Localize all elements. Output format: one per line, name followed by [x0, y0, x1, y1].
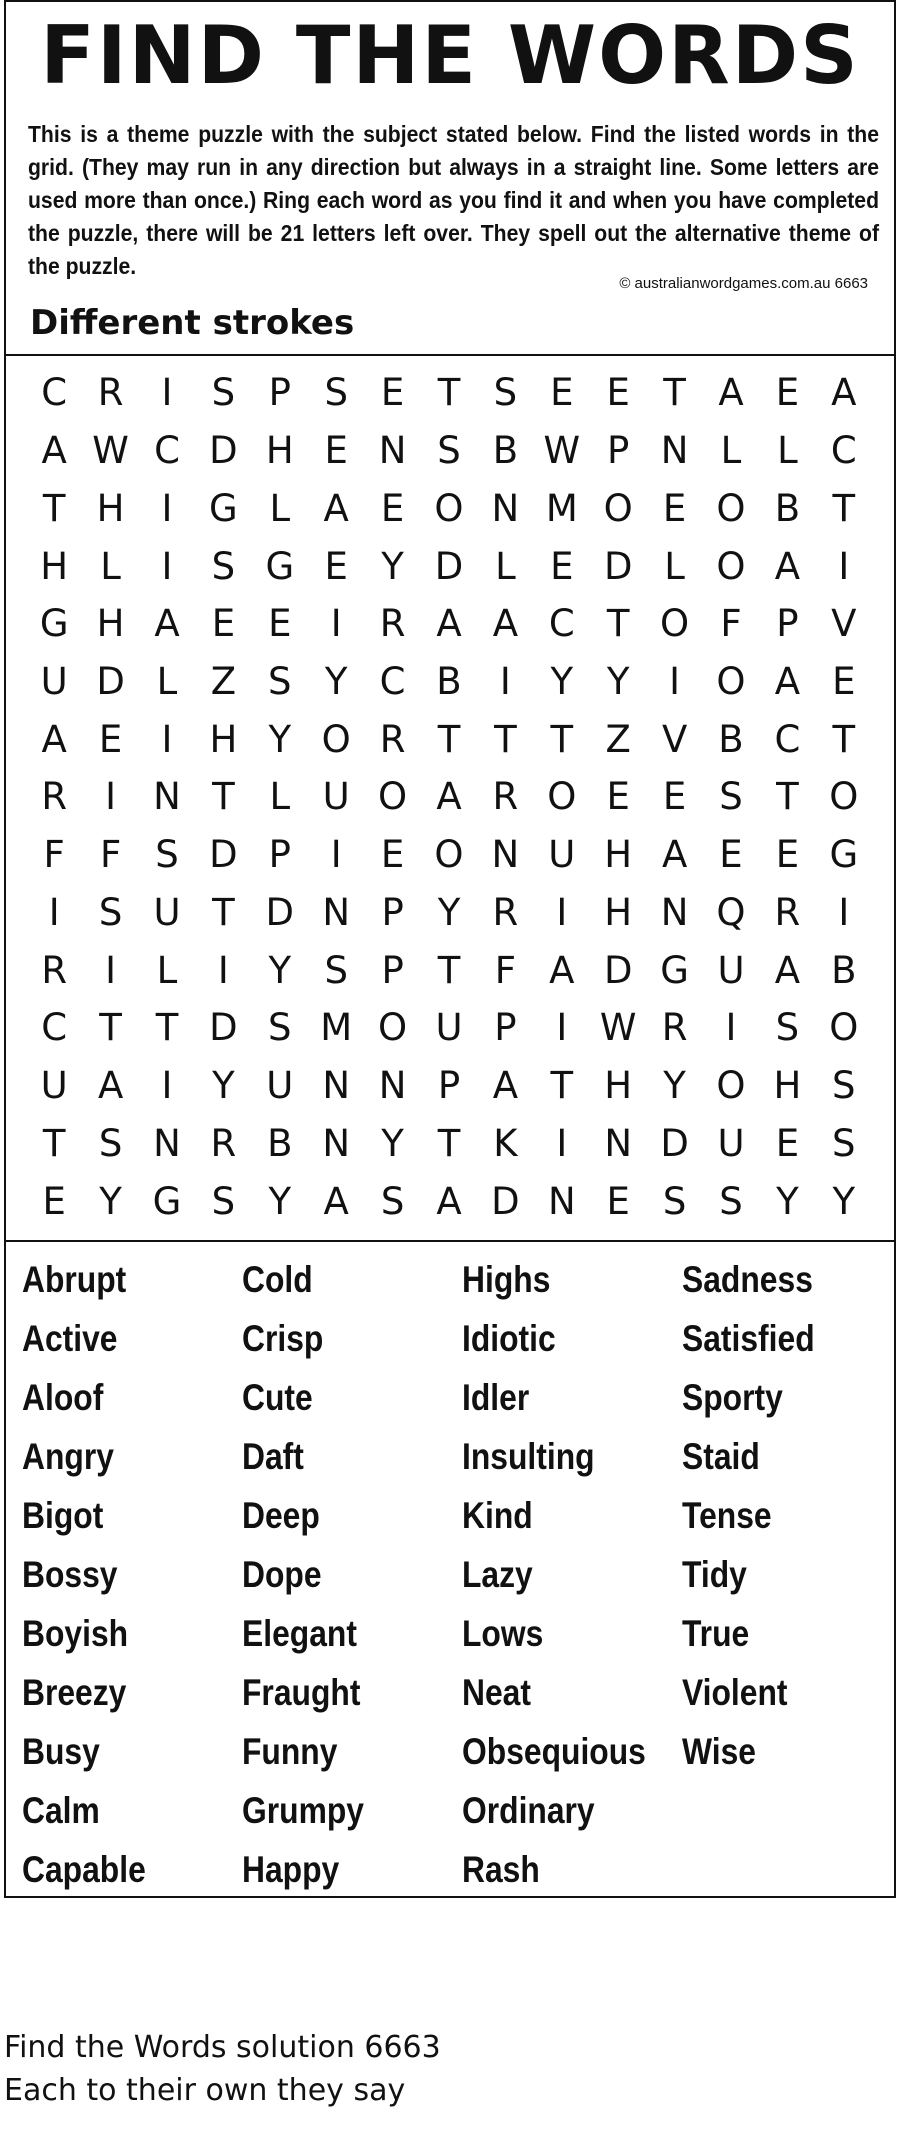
- grid-letter[interactable]: D: [491, 1179, 520, 1223]
- word-list-item: Fraught: [242, 1672, 361, 1713]
- word-list-item: Neat: [462, 1672, 531, 1713]
- grid-letter[interactable]: D: [96, 660, 125, 704]
- grid-letter[interactable]: D: [209, 429, 238, 473]
- grid-letter[interactable]: S: [832, 1121, 856, 1165]
- grid-letter[interactable]: H: [604, 833, 633, 877]
- grid-letter[interactable]: Y: [381, 1121, 404, 1165]
- grid-letter[interactable]: E: [719, 833, 743, 877]
- grid-letter[interactable]: R: [41, 948, 68, 992]
- grid-letter[interactable]: O: [716, 1064, 746, 1108]
- word-list-item: Lazy: [462, 1554, 533, 1595]
- solution-block: [4, 2026, 441, 2112]
- grid-letter[interactable]: A: [549, 948, 575, 992]
- grid-letter[interactable]: N: [322, 1064, 351, 1108]
- grid-letter[interactable]: W: [543, 429, 581, 473]
- grid-letter[interactable]: P: [268, 371, 291, 415]
- grid-letter[interactable]: H: [773, 1064, 802, 1108]
- grid-letter[interactable]: E: [775, 1121, 800, 1165]
- grid-letter[interactable]: L: [720, 429, 742, 473]
- grid-letter[interactable]: C: [41, 1006, 68, 1050]
- grid-letter[interactable]: L: [269, 486, 291, 530]
- grid-letter[interactable]: T: [99, 1006, 122, 1050]
- grid-letter[interactable]: U: [435, 1006, 463, 1050]
- grid-letter[interactable]: A: [154, 602, 180, 646]
- grid-letter[interactable]: Y: [381, 544, 404, 588]
- grid-letter[interactable]: I: [161, 717, 173, 761]
- grid-letter[interactable]: Y: [832, 1179, 856, 1223]
- grid-letter[interactable]: V: [661, 717, 688, 761]
- grid-letter[interactable]: G: [829, 833, 859, 877]
- grid-letter[interactable]: C: [548, 602, 575, 646]
- grid-letter[interactable]: E: [832, 660, 856, 704]
- grid-letter[interactable]: A: [41, 429, 67, 473]
- word-list-item: Active: [22, 1318, 118, 1359]
- grid-letter[interactable]: A: [323, 486, 349, 530]
- grid-letter[interactable]: E: [268, 602, 292, 646]
- grid-letter[interactable]: P: [268, 833, 291, 877]
- letter-grid: [26, 364, 872, 1230]
- grid-letter[interactable]: O: [660, 602, 690, 646]
- grid-letter[interactable]: C: [154, 429, 180, 473]
- grid-letter[interactable]: E: [550, 371, 574, 415]
- puzzle-panel: [4, 0, 896, 1898]
- grid-letter[interactable]: L: [777, 429, 798, 473]
- grid-letter[interactable]: N: [491, 486, 520, 530]
- divider-top: [6, 354, 894, 356]
- grid-letter[interactable]: P: [381, 948, 404, 992]
- grid-letter[interactable]: O: [547, 775, 577, 819]
- grid-letter[interactable]: P: [437, 1064, 461, 1108]
- grid-letter[interactable]: T: [42, 486, 66, 530]
- grid-letter[interactable]: C: [41, 371, 68, 415]
- grid-letter[interactable]: U: [717, 1121, 745, 1165]
- grid-letter[interactable]: N: [378, 429, 407, 473]
- grid-letter[interactable]: B: [774, 486, 801, 530]
- grid-letter[interactable]: S: [155, 833, 179, 877]
- grid-letter[interactable]: N: [153, 1121, 181, 1165]
- grid-letter[interactable]: L: [156, 948, 178, 992]
- grid-letter[interactable]: I: [217, 948, 229, 992]
- word-list-item: Satisfied: [682, 1318, 815, 1359]
- grid-letter[interactable]: T: [606, 602, 630, 646]
- grid-letter[interactable]: S: [775, 1006, 800, 1050]
- grid-letter[interactable]: R: [379, 717, 406, 761]
- grid-letter[interactable]: A: [718, 371, 744, 415]
- word-list-item: Ordinary: [462, 1790, 595, 1831]
- grid-letter[interactable]: L: [100, 544, 121, 588]
- grid-letter[interactable]: M: [545, 486, 578, 530]
- grid-letter[interactable]: B: [436, 660, 462, 704]
- divider-wordlist: [6, 1240, 894, 1242]
- solution-text: Each to their own they say: [4, 2073, 406, 2108]
- word-list-item: Cold: [242, 1259, 313, 1300]
- grid-letter[interactable]: E: [324, 544, 348, 588]
- grid-letter[interactable]: U: [322, 775, 350, 819]
- word-list-item: Idler: [462, 1377, 530, 1418]
- grid-letter[interactable]: E: [606, 775, 630, 819]
- word-list-item: Dope: [242, 1554, 322, 1595]
- grid-letter[interactable]: I: [838, 890, 850, 934]
- grid-letter[interactable]: S: [98, 1121, 123, 1165]
- grid-letter[interactable]: K: [493, 1121, 518, 1165]
- grid-letter[interactable]: R: [492, 775, 519, 819]
- word-list-item: Capable: [22, 1849, 146, 1890]
- grid-letter[interactable]: Y: [268, 717, 292, 761]
- grid-letter[interactable]: Y: [212, 1064, 235, 1108]
- word-list-item: Busy: [22, 1731, 100, 1772]
- grid-letter[interactable]: P: [381, 890, 404, 934]
- word-list-item: Breezy: [22, 1672, 127, 1713]
- grid-letter[interactable]: Z: [605, 717, 631, 761]
- word-list-item: Crisp: [242, 1318, 324, 1359]
- grid-letter[interactable]: O: [716, 660, 746, 704]
- grid-letter[interactable]: I: [161, 1064, 173, 1108]
- grid-letter[interactable]: D: [209, 1006, 238, 1050]
- grid-letter[interactable]: T: [42, 1121, 66, 1165]
- grid-letter[interactable]: L: [664, 544, 685, 588]
- word-list-item: Abrupt: [22, 1259, 127, 1300]
- word-list-item: Sporty: [682, 1377, 783, 1418]
- grid-letter[interactable]: O: [321, 717, 351, 761]
- grid-letter[interactable]: D: [603, 544, 633, 588]
- grid-letter[interactable]: G: [265, 544, 295, 588]
- grid-letter[interactable]: P: [494, 1006, 517, 1050]
- grid-letter[interactable]: T: [494, 717, 517, 761]
- grid-letter[interactable]: I: [556, 1006, 568, 1050]
- grid-letter[interactable]: H: [96, 486, 125, 530]
- grid-letter[interactable]: S: [211, 1179, 236, 1223]
- word-list-item: Aloof: [22, 1377, 104, 1418]
- grid-letter[interactable]: F: [43, 833, 65, 877]
- grid-letter[interactable]: S: [719, 1179, 743, 1223]
- grid-letter[interactable]: A: [774, 948, 801, 992]
- puzzle-title: FIND THE WORDS: [40, 9, 860, 102]
- grid-letter[interactable]: A: [661, 833, 688, 877]
- grid-letter[interactable]: Q: [716, 890, 746, 934]
- grid-letter[interactable]: B: [831, 948, 857, 992]
- grid-letter[interactable]: A: [831, 371, 857, 415]
- grid-letter[interactable]: R: [492, 890, 519, 934]
- grid-letter[interactable]: U: [153, 890, 181, 934]
- grid-letter[interactable]: L: [495, 544, 516, 588]
- word-list-item: True: [682, 1613, 750, 1654]
- grid-letter[interactable]: S: [324, 948, 348, 992]
- grid-letter[interactable]: S: [662, 1179, 687, 1223]
- grid-letter[interactable]: S: [268, 660, 292, 704]
- grid-letter[interactable]: N: [322, 890, 351, 934]
- grid-letter[interactable]: R: [774, 890, 801, 934]
- grid-letter[interactable]: H: [604, 1064, 633, 1108]
- grid-letter[interactable]: Y: [663, 1064, 686, 1108]
- grid-letter[interactable]: F: [720, 602, 742, 646]
- grid-letter[interactable]: A: [436, 775, 462, 819]
- grid-letter[interactable]: D: [434, 544, 464, 588]
- grid-letter[interactable]: T: [663, 371, 686, 415]
- grid-letter[interactable]: S: [98, 890, 123, 934]
- grid-letter[interactable]: G: [209, 486, 238, 530]
- word-list-item: Tense: [682, 1495, 772, 1536]
- grid-letter[interactable]: N: [660, 429, 689, 473]
- grid-letter[interactable]: E: [606, 371, 630, 415]
- instructions-text: This is a theme puzzle with the subject stated below. Find the listed words in the grid. (They may run in any direction but always in a straight line. Some letters are used more than once.) Ring each word as you find it and when you have completed the puzzle, there will be 21 letters left over. They spell out the alternative theme of the puzzle.: [28, 121, 879, 279]
- grid-letter[interactable]: T: [437, 948, 461, 992]
- grid-letter[interactable]: Y: [324, 660, 348, 704]
- grid-letter[interactable]: E: [662, 775, 687, 819]
- puzzle-subject: Different strokes: [30, 303, 355, 343]
- grid-letter[interactable]: R: [41, 775, 68, 819]
- grid-letter[interactable]: I: [161, 371, 173, 415]
- word-list-item: Bossy: [22, 1554, 118, 1595]
- grid-letter[interactable]: W: [92, 429, 129, 473]
- grid-letter[interactable]: H: [604, 890, 633, 934]
- grid-letter[interactable]: O: [434, 486, 464, 530]
- grid-letter[interactable]: I: [105, 775, 117, 819]
- grid-letter[interactable]: A: [774, 660, 801, 704]
- grid-letter[interactable]: O: [829, 775, 859, 819]
- word-list-item: Bigot: [22, 1495, 104, 1536]
- grid-letter[interactable]: T: [832, 486, 856, 530]
- grid-letter[interactable]: N: [153, 775, 181, 819]
- word-list-item: Angry: [22, 1436, 114, 1477]
- grid-letter[interactable]: M: [320, 1006, 353, 1050]
- word-list-item: Wise: [682, 1731, 757, 1772]
- word-list-item: Lows: [462, 1613, 544, 1654]
- grid-letter[interactable]: I: [838, 544, 850, 588]
- grid-letter[interactable]: N: [660, 890, 689, 934]
- grid-letter[interactable]: S: [719, 775, 743, 819]
- grid-letter[interactable]: U: [717, 948, 745, 992]
- grid-letter[interactable]: S: [211, 371, 236, 415]
- word-list-item: Highs: [462, 1259, 551, 1300]
- word-list-item: Obsequious: [462, 1731, 646, 1772]
- grid-letter[interactable]: I: [499, 660, 511, 704]
- grid-letter[interactable]: I: [105, 948, 117, 992]
- grid-letter[interactable]: D: [660, 1121, 689, 1165]
- solution-heading: Find the Words solution 6663: [4, 2030, 441, 2065]
- grid-letter[interactable]: U: [40, 1064, 68, 1108]
- grid-letter[interactable]: S: [493, 371, 518, 415]
- grid-letter[interactable]: R: [210, 1121, 237, 1165]
- grid-letter[interactable]: N: [604, 1121, 633, 1165]
- word-list-item: Funny: [242, 1731, 338, 1772]
- grid-letter[interactable]: Y: [606, 660, 630, 704]
- word-list-item: Cute: [242, 1377, 313, 1418]
- word-list-item: Grumpy: [242, 1790, 364, 1831]
- grid-letter[interactable]: F: [494, 948, 517, 992]
- grid-letter[interactable]: U: [40, 660, 68, 704]
- grid-letter[interactable]: Z: [210, 660, 237, 704]
- grid-letter[interactable]: B: [267, 1121, 293, 1165]
- grid-letter[interactable]: O: [378, 1006, 408, 1050]
- grid-letter[interactable]: B: [492, 429, 519, 473]
- grid-letter[interactable]: E: [324, 429, 348, 473]
- grid-letter[interactable]: T: [776, 775, 799, 819]
- grid-letter[interactable]: T: [212, 775, 235, 819]
- grid-letter[interactable]: B: [718, 717, 744, 761]
- grid-letter[interactable]: C: [774, 717, 801, 761]
- grid-letter[interactable]: Y: [268, 1179, 292, 1223]
- grid-letter[interactable]: A: [492, 602, 519, 646]
- grid-letter[interactable]: O: [603, 486, 633, 530]
- grid-letter[interactable]: N: [322, 1121, 351, 1165]
- grid-letter[interactable]: A: [97, 1064, 124, 1108]
- grid-letter[interactable]: G: [660, 948, 689, 992]
- grid-letter[interactable]: U: [266, 1064, 294, 1108]
- grid-letter[interactable]: E: [380, 486, 405, 530]
- grid-letter[interactable]: E: [380, 833, 405, 877]
- word-list-item: Boyish: [22, 1613, 129, 1654]
- grid-letter[interactable]: I: [556, 890, 568, 934]
- grid-letter[interactable]: I: [48, 890, 60, 934]
- grid-letter[interactable]: E: [550, 544, 574, 588]
- grid-letter[interactable]: D: [265, 890, 295, 934]
- grid-letter[interactable]: A: [323, 1179, 349, 1223]
- grid-letter[interactable]: W: [599, 1006, 637, 1050]
- grid-letter[interactable]: E: [98, 717, 123, 761]
- grid-letter[interactable]: A: [774, 544, 801, 588]
- grid-letter[interactable]: E: [662, 486, 687, 530]
- grid-letter[interactable]: H: [96, 602, 125, 646]
- grid-letter[interactable]: R: [661, 1006, 688, 1050]
- word-list-item: Sadness: [682, 1259, 813, 1300]
- grid-letter[interactable]: T: [155, 1006, 179, 1050]
- grid-letter[interactable]: N: [378, 1064, 407, 1108]
- grid-letter[interactable]: I: [669, 660, 681, 704]
- grid-letter[interactable]: T: [832, 717, 856, 761]
- grid-letter[interactable]: T: [437, 1121, 461, 1165]
- grid-letter[interactable]: R: [379, 602, 406, 646]
- grid-letter[interactable]: L: [156, 660, 178, 704]
- grid-letter[interactable]: I: [725, 1006, 737, 1050]
- grid-letter[interactable]: D: [209, 833, 238, 877]
- grid-letter[interactable]: E: [380, 371, 405, 415]
- word-list-item: Calm: [22, 1790, 100, 1831]
- grid-letter[interactable]: U: [548, 833, 576, 877]
- grid-letter[interactable]: N: [547, 1179, 576, 1223]
- grid-letter[interactable]: L: [269, 775, 291, 819]
- grid-letter[interactable]: S: [268, 1006, 292, 1050]
- grid-letter[interactable]: D: [603, 948, 633, 992]
- word-list-item: Rash: [462, 1849, 540, 1890]
- word-list-item: Idiotic: [462, 1318, 556, 1359]
- word-list-item: Staid: [682, 1436, 760, 1477]
- word-list-item: Happy: [242, 1849, 340, 1890]
- word-list-item: Deep: [242, 1495, 320, 1536]
- grid-letter[interactable]: H: [40, 544, 69, 588]
- grid-letter[interactable]: O: [434, 833, 464, 877]
- grid-letter[interactable]: T: [437, 717, 461, 761]
- grid-letter[interactable]: N: [491, 833, 520, 877]
- copyright-note: © australianwordgames.com.au 6663: [619, 275, 868, 292]
- grid-letter[interactable]: I: [330, 833, 342, 877]
- grid-letter[interactable]: S: [211, 544, 236, 588]
- word-list: [22, 1250, 892, 1890]
- grid-letter[interactable]: T: [550, 717, 574, 761]
- word-list-item: Kind: [462, 1495, 533, 1536]
- grid-letter[interactable]: Y: [268, 948, 292, 992]
- grid-letter[interactable]: I: [556, 1121, 568, 1165]
- grid-letter[interactable]: I: [161, 486, 173, 530]
- word-list-item: Elegant: [242, 1613, 357, 1654]
- grid-letter[interactable]: A: [492, 1064, 519, 1108]
- grid-letter[interactable]: H: [265, 429, 294, 473]
- grid-letter[interactable]: E: [775, 833, 800, 877]
- word-list-item: Insulting: [462, 1436, 595, 1477]
- grid-letter[interactable]: C: [379, 660, 406, 704]
- grid-letter[interactable]: Y: [776, 1179, 799, 1223]
- grid-letter[interactable]: I: [161, 544, 173, 588]
- grid-letter[interactable]: Y: [437, 890, 461, 934]
- grid-letter[interactable]: E: [775, 371, 800, 415]
- grid-letter[interactable]: T: [437, 371, 461, 415]
- grid-letter[interactable]: A: [41, 717, 67, 761]
- grid-letter[interactable]: E: [211, 602, 236, 646]
- grid-letter[interactable]: G: [152, 1179, 182, 1223]
- grid-letter[interactable]: C: [830, 429, 857, 473]
- grid-letter[interactable]: H: [209, 717, 238, 761]
- grid-letter[interactable]: E: [606, 1179, 630, 1223]
- grid-letter[interactable]: T: [550, 1064, 574, 1108]
- grid-letter[interactable]: V: [831, 602, 857, 646]
- grid-letter[interactable]: R: [97, 371, 124, 415]
- grid-letter[interactable]: F: [99, 833, 122, 877]
- grid-letter[interactable]: S: [437, 429, 461, 473]
- grid-letter[interactable]: T: [212, 890, 235, 934]
- grid-letter[interactable]: I: [330, 602, 342, 646]
- word-list-item: Tidy: [682, 1554, 747, 1595]
- grid-letter[interactable]: P: [776, 602, 799, 646]
- grid-letter[interactable]: P: [607, 429, 630, 473]
- grid-letter[interactable]: S: [324, 371, 348, 415]
- grid-letter[interactable]: G: [39, 602, 69, 646]
- grid-letter[interactable]: Y: [550, 660, 574, 704]
- word-list-item: Violent: [682, 1672, 788, 1713]
- grid-letter[interactable]: O: [716, 544, 746, 588]
- grid-letter[interactable]: S: [832, 1064, 856, 1108]
- grid-letter[interactable]: A: [436, 1179, 462, 1223]
- grid-letter[interactable]: O: [378, 775, 408, 819]
- grid-letter[interactable]: O: [716, 486, 746, 530]
- grid-letter[interactable]: O: [829, 1006, 859, 1050]
- grid-letter[interactable]: S: [380, 1179, 405, 1223]
- grid-letter[interactable]: A: [436, 602, 462, 646]
- word-list-item: Daft: [242, 1436, 304, 1477]
- grid-letter[interactable]: E: [42, 1179, 66, 1223]
- grid-letter[interactable]: Y: [99, 1179, 122, 1223]
